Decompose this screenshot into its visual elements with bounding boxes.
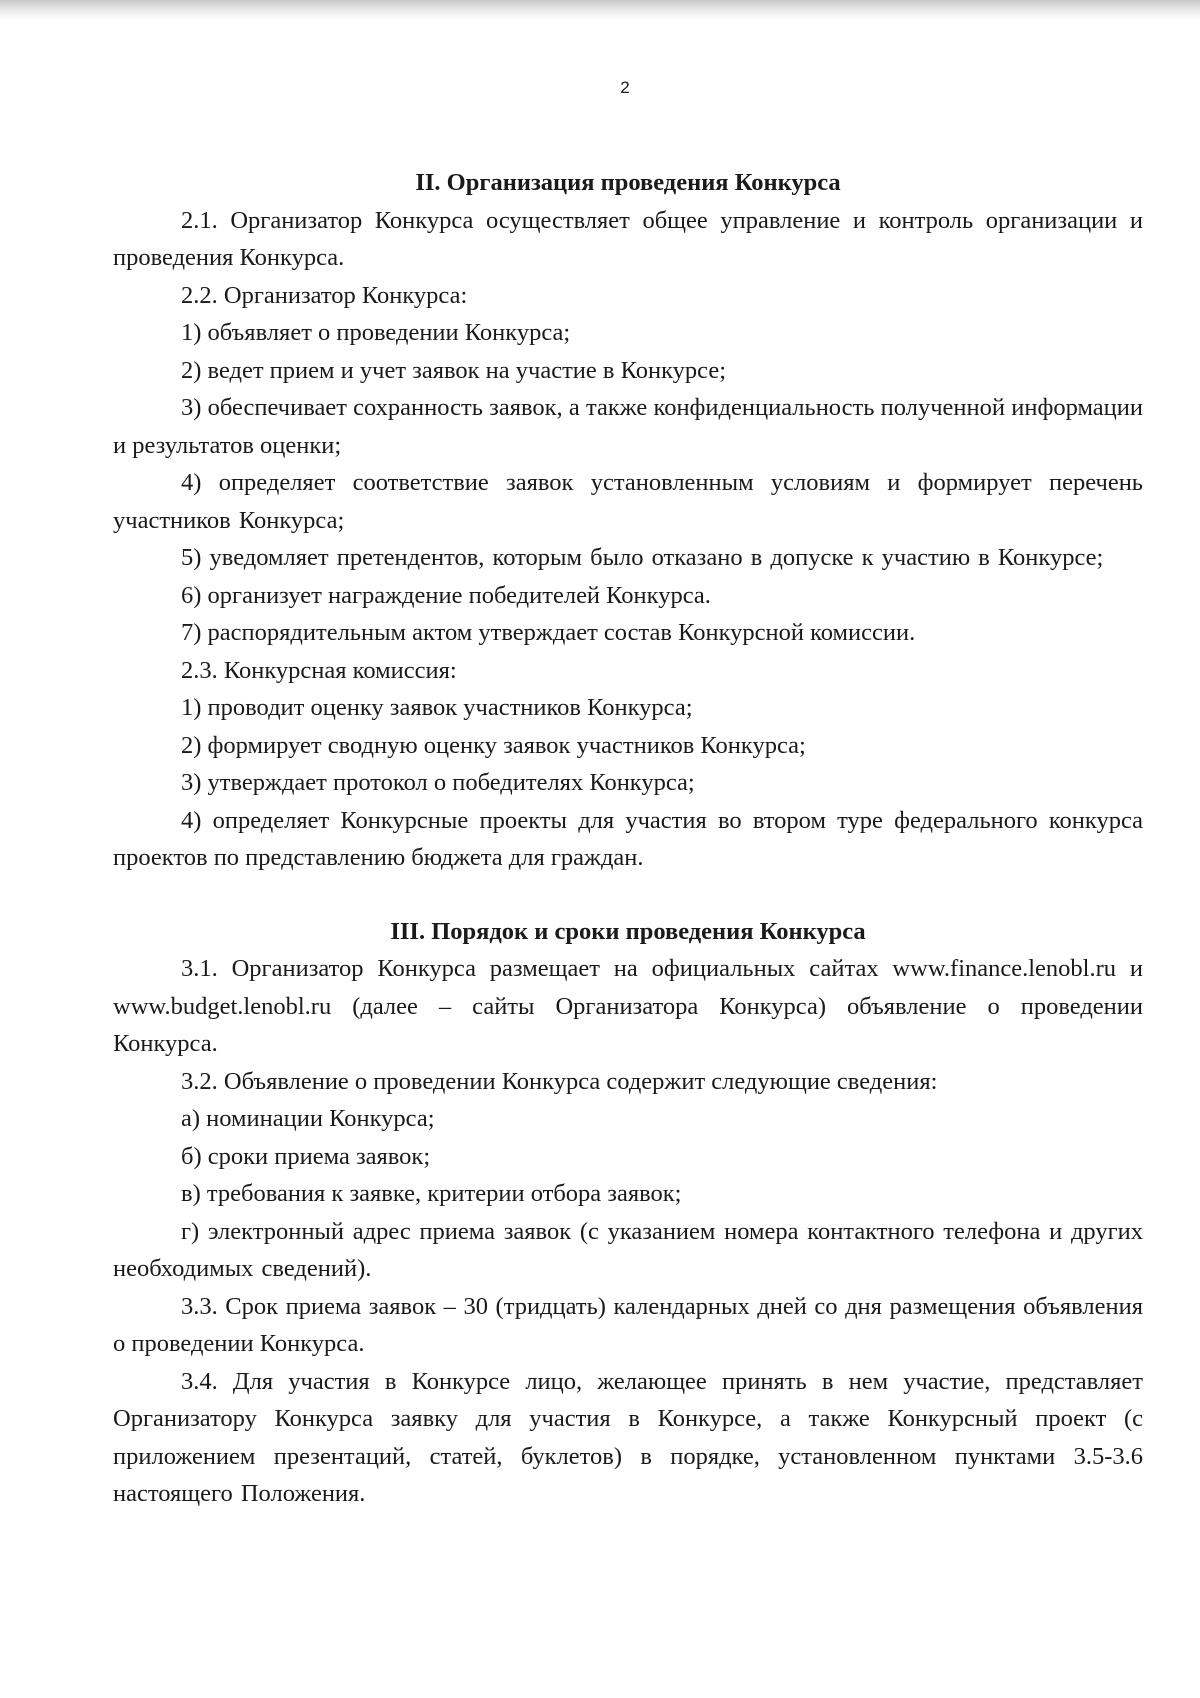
- list-item: а) номинации Конкурса;: [181, 1105, 435, 1132]
- list-item: 6) организует награждение победителей Конкурса.: [181, 581, 711, 609]
- paragraph: 2.3. Конкурсная комиссия:: [181, 656, 457, 684]
- list-item: 4) определяет Конкурсные проекты для участия во втором туре федерального конкурса проектов по представлению бюджета для граждан.: [113, 806, 1143, 871]
- list-item: б) сроки приема заявок;: [181, 1142, 431, 1170]
- document-body: [113, 164, 1143, 1513]
- list-item: 3) обеспечивает сохранность заявок, а также конфиденциальность полученной информации и результатов оценки;: [113, 394, 1143, 459]
- list-item: 1) объявляет о проведении Конкурса;: [181, 319, 571, 346]
- list-item: 5) уведомляет претендентов, которым было отказано в допуске к участию в Конкурсе;: [181, 544, 1104, 571]
- section-heading-organization: II. Организация проведения Конкурса: [415, 169, 841, 196]
- list-item: 1) проводит оценку заявок участников Конкурса;: [181, 694, 693, 721]
- paragraph: 3.1. Организатор Конкурса размещает на официальных сайтах www.finance.lenobl.ru и www.budget.lenobl.ru (далее – сайты Организатора Конкурса) объявление о проведении Конкурса.: [113, 955, 1143, 1057]
- list-item: 2) ведет прием и учет заявок на участие в Конкурсе;: [181, 356, 727, 384]
- list-item: 3) утверждает протокол о победителях Конкурса;: [181, 769, 695, 796]
- paragraph: 3.3. Срок приема заявок – 30 (тридцать) календарных дней со дня размещения объявления о проведении Конкурса.: [113, 1292, 1143, 1357]
- scan-edge-shadow: [0, 0, 1200, 20]
- list-item: 2) формирует сводную оценку заявок участников Конкурса;: [181, 731, 806, 759]
- paragraph: 2.2. Организатор Конкурса:: [181, 281, 468, 309]
- paragraph: 3.4. Для участия в Конкурсе лицо, желающее принять в нем участие, представляет Организатору Конкурса заявку для участия в Конкурсе, а также Конкурсный проект (с приложением презентаций, статей, буклетов) в порядке, установленном пунктами 3.5-3.6 настоящего Положения.: [113, 1367, 1143, 1507]
- paragraph: 2.1. Организатор Конкурса осуществляет общее управление и контроль организации и проведения Конкурса.: [113, 206, 1143, 271]
- list-item: в) требования к заявке, критерии отбора заявок;: [181, 1180, 682, 1207]
- list-item: 7) распорядительным актом утверждает состав Конкурсной комиссии.: [181, 619, 916, 646]
- list-item: 4) определяет соответствие заявок установленным условиям и формирует перечень участников Конкурса;: [113, 469, 1143, 534]
- section-heading-procedure: III. Порядок и сроки проведения Конкурса: [390, 917, 866, 945]
- paragraph: 3.2. Объявление о проведении Конкурса содержит следующие сведения:: [181, 1067, 938, 1095]
- page-number: 2: [620, 78, 630, 97]
- list-item: г) электронный адрес приема заявок (с указанием номера контактного телефона и других необходимых сведений).: [113, 1217, 1143, 1282]
